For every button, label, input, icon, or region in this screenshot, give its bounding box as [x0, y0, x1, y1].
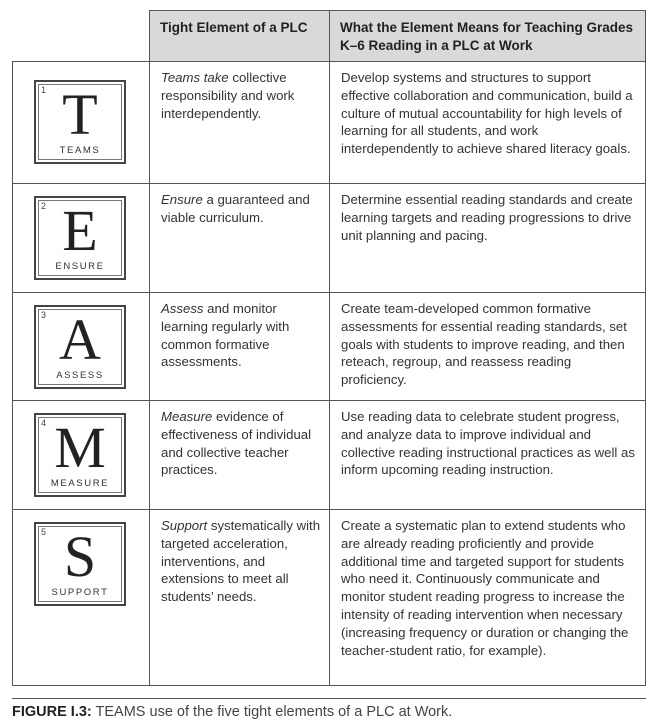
table-row	[13, 401, 646, 510]
meaning-text: Create a systematic plan to extend students who are already reading proficiently and provide additional time and targeted support for students who need it. Continuously communicate and monitor student reading progress to increase the intensity of reading intervention when necessary (increasing frequency or duration or changing the teacher-student ratio, for example).	[341, 518, 629, 658]
tile-word: ASSESS	[56, 370, 104, 381]
meaning-text: Determine essential reading standards and create learning targets and reading progressions to drive unit planning and pacing.	[341, 192, 633, 243]
letter-cell	[13, 510, 150, 686]
element-lead: Assess	[161, 301, 204, 316]
header-row	[13, 11, 646, 62]
table-row	[13, 184, 646, 293]
letter-cell	[13, 184, 150, 293]
letter-tile	[34, 522, 126, 606]
tile-number: 3	[41, 310, 47, 320]
meaning-cell	[330, 184, 646, 293]
meaning-cell	[330, 62, 646, 184]
tile-number: 2	[41, 201, 47, 211]
element-lead: Ensure	[161, 192, 203, 207]
element-text: a guaranteed and viable curriculum.	[161, 192, 310, 225]
element-text: collective responsibility and work interdependently.	[161, 70, 295, 121]
element-cell	[150, 62, 330, 184]
tile-word: SUPPORT	[51, 587, 109, 598]
table-row	[13, 293, 646, 401]
letter-tile	[34, 413, 126, 497]
letter-cell	[13, 293, 150, 401]
element-cell	[150, 184, 330, 293]
header-tight-element: Tight Element of a PLC	[150, 11, 330, 62]
letter-tile	[34, 80, 126, 164]
element-text: systematically with targeted acceleration, interventions, and extensions to meet all students’ needs.	[161, 518, 321, 605]
element-text: evidence of effectiveness of individual and collective teacher practices.	[161, 409, 312, 478]
tile-word: MEASURE	[50, 478, 110, 489]
element-lead: Measure	[161, 409, 213, 424]
tile-letter: A	[59, 307, 101, 372]
tile-number: 4	[41, 418, 47, 428]
letter-tile	[34, 305, 126, 389]
element-text: and monitor learning regularly with common formative assessments.	[161, 301, 290, 370]
tile-letter: E	[62, 198, 98, 263]
element-cell	[150, 510, 330, 686]
element-cell	[150, 401, 330, 510]
meaning-cell	[330, 510, 646, 686]
tile-letter: M	[54, 415, 106, 480]
header-element-meaning: What the Element Means for Teaching Grades K–6 Reading in a PLC at Work	[330, 11, 646, 62]
letter-tile	[34, 196, 126, 280]
meaning-cell	[330, 293, 646, 401]
caption-label: FIGURE I.3:	[12, 704, 92, 720]
letter-cell	[13, 401, 150, 510]
tile-letter: T	[62, 82, 98, 147]
tile-letter: S	[63, 524, 97, 589]
table-row	[13, 510, 646, 686]
letter-cell	[13, 62, 150, 184]
meaning-cell	[330, 401, 646, 510]
tile-word: TEAMS	[59, 145, 101, 156]
tile-number: 5	[41, 527, 47, 537]
element-lead: Teams take	[161, 70, 229, 85]
header-corner	[13, 11, 150, 62]
tile-word: ENSURE	[55, 261, 105, 272]
figure-caption	[12, 698, 646, 720]
table-row	[13, 62, 646, 184]
tile-number: 1	[41, 85, 47, 95]
meaning-text: Use reading data to celebrate student progress, and analyze data to improve individual and collective reading instructional practices as well as inform upcoming reading instruction.	[341, 409, 635, 478]
element-lead: Support	[161, 518, 208, 533]
meaning-text: Create team-developed common formative assessments for essential reading standards, set goals with students to improve reading, and then reteach, regroup, and reassess reading proficiency.	[341, 301, 627, 388]
element-cell	[150, 293, 330, 401]
teams-table	[12, 10, 646, 686]
caption-text: TEAMS use of the five tight elements of a PLC at Work.	[91, 704, 453, 720]
meaning-text: Develop systems and structures to support effective collaboration and communication, build a culture of mutual accountability for high levels of learning for all students, and work interdependently to achieve shared literacy goals.	[341, 70, 633, 157]
